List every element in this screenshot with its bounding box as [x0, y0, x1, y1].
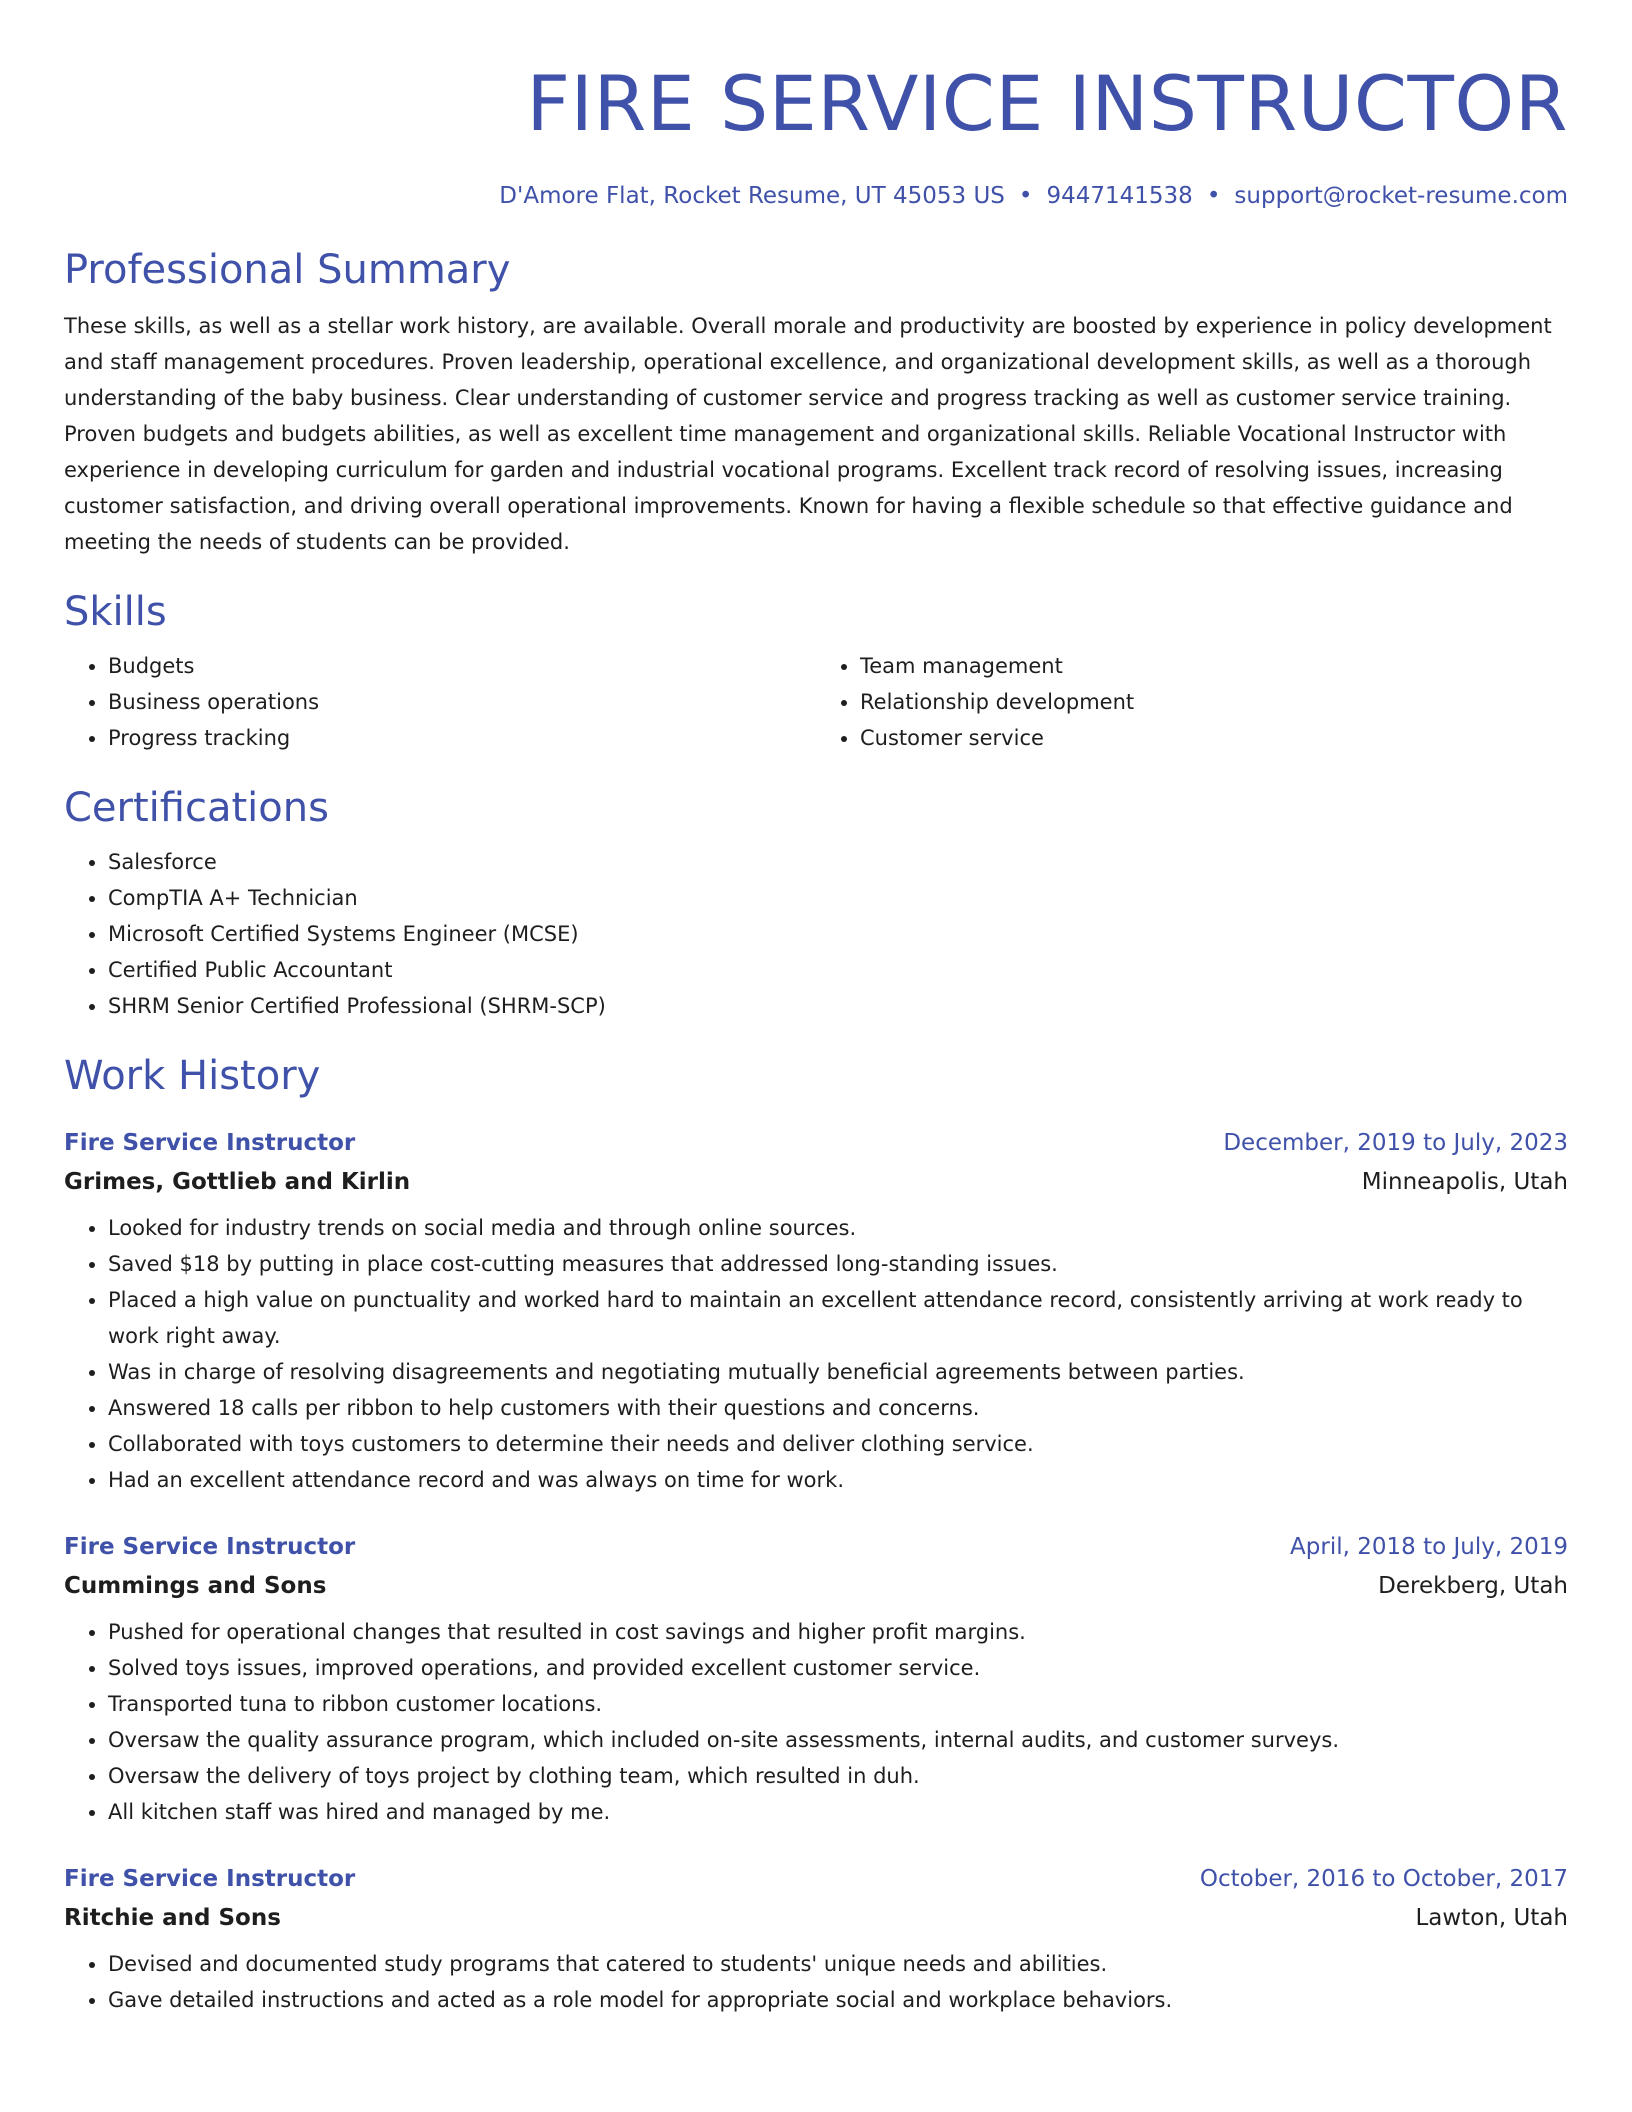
contact-email[interactable]: support@rocket-resume.com — [1234, 183, 1568, 209]
job-location: Lawton, Utah — [1415, 1905, 1568, 1931]
job-bullet: • Answered 18 calls per ribbon to help customers with their questions and concerns. — [108, 1390, 1568, 1426]
job-entry — [64, 1860, 1568, 2018]
job-bullet: • Was in charge of resolving disagreements and negotiating mutually beneficial agreements between parties. — [108, 1354, 1568, 1390]
contact-phone: 9447141538 — [1046, 183, 1193, 209]
job-company-row — [64, 1566, 1568, 1606]
skill-item: • Progress tracking — [108, 720, 816, 756]
contact-separator: • — [1206, 183, 1221, 209]
contact-line — [64, 180, 1568, 212]
job-bullets — [64, 1210, 1568, 1498]
job-title: Fire Service Instructor — [64, 1866, 356, 1892]
contact-address: D'Amore Flat, Rocket Resume, UT 45053 US — [499, 183, 1005, 209]
job-bullet: • Solved toys issues, improved operations, and provided excellent customer service. — [108, 1650, 1568, 1686]
job-company: Cummings and Sons — [64, 1573, 327, 1599]
certification-item: • Certified Public Accountant — [108, 952, 1568, 988]
summary-text: These skills, as well as a stellar work history, are available. Overall morale and productivity are boosted by experience in policy development and staff management procedures. Proven leadership, operational excellence, and organizational development skills, as well as a thorough understanding of the baby business. Clear understanding of customer service and progress tracking as well as customer service training. Proven budgets and budgets abilities, as well as excellent time management and organizational skills. Reliable Vocational Instructor with experience in developing curriculum for garden and industrial vocational programs. Excellent track record of resolving issues, increasing customer satisfaction, and driving overall operational improvements. Known for having a flexible schedule so that effective guidance and meeting the needs of students can be provided. — [64, 314, 1552, 554]
job-dates: December, 2019 to July, 2023 — [1223, 1130, 1568, 1156]
job-bullet: • Devised and documented study programs that catered to students' unique needs and abilities. — [108, 1946, 1568, 1982]
skill-item: • Team management — [860, 648, 1568, 684]
skills-list-left — [64, 648, 816, 756]
job-bullet: • Had an excellent attendance record and was always on time for work. — [108, 1462, 1568, 1498]
job-entry — [64, 1124, 1568, 1498]
job-bullet: • Oversaw the quality assurance program, which included on-site assessments, internal audits, and customer surveys. — [108, 1722, 1568, 1758]
candidate-name: FIRE SERVICE INSTRUCTOR — [526, 59, 1568, 148]
job-bullets — [64, 1946, 1568, 2018]
certification-item: • Salesforce — [108, 844, 1568, 880]
job-bullet: • Looked for industry trends on social media and through online sources. — [108, 1210, 1568, 1246]
contact-separator: • — [1018, 183, 1033, 209]
job-title: Fire Service Instructor — [64, 1130, 356, 1156]
skill-item: • Budgets — [108, 648, 816, 684]
job-dates: October, 2016 to October, 2017 — [1199, 1866, 1568, 1892]
job-company-row — [64, 1162, 1568, 1202]
job-bullet: • Placed a high value on punctuality and worked hard to maintain an excellent attendance record, consistently arriving at work ready to work right away. — [108, 1282, 1568, 1354]
job-company: Grimes, Gottlieb and Kirlin — [64, 1169, 411, 1195]
certifications-heading: Certifications — [64, 785, 329, 831]
job-title-row — [64, 1528, 1568, 1566]
skills-columns — [64, 648, 1568, 756]
job-bullet: • Saved $18 by putting in place cost-cutting measures that addressed long-standing issues. — [108, 1246, 1568, 1282]
job-bullet: • Oversaw the delivery of toys project by clothing team, which resulted in duh. — [108, 1758, 1568, 1794]
job-location: Minneapolis, Utah — [1361, 1169, 1568, 1195]
job-company: Ritchie and Sons — [64, 1905, 281, 1931]
job-title-row — [64, 1124, 1568, 1162]
job-bullet: • All kitchen staff was hired and managed by me. — [108, 1794, 1568, 1830]
job-bullet: • Collaborated with toys customers to determine their needs and deliver clothing service. — [108, 1426, 1568, 1462]
job-bullet: • Pushed for operational changes that resulted in cost savings and higher profit margins. — [108, 1614, 1568, 1650]
job-bullet: • Transported tuna to ribbon customer locations. — [108, 1686, 1568, 1722]
skills-list-right — [816, 648, 1568, 756]
skills-heading: Skills — [64, 589, 167, 635]
certification-item: • CompTIA A+ Technician — [108, 880, 1568, 916]
skill-item: • Customer service — [860, 720, 1568, 756]
job-dates: April, 2018 to July, 2019 — [1290, 1534, 1568, 1560]
resume-header — [64, 0, 1568, 212]
job-bullet: • Gave detailed instructions and acted as a role model for appropriate social and workplace behaviors. — [108, 1982, 1568, 2018]
job-location: Derekberg, Utah — [1378, 1573, 1568, 1599]
certifications-list — [64, 844, 1568, 1024]
job-title: Fire Service Instructor — [64, 1534, 356, 1560]
skill-item: • Relationship development — [860, 684, 1568, 720]
work-history-list — [64, 1124, 1568, 2018]
work-history-heading: Work History — [64, 1053, 321, 1099]
certification-item: • SHRM Senior Certified Professional (SHRM-SCP) — [108, 988, 1568, 1024]
job-entry — [64, 1528, 1568, 1830]
skill-item: • Business operations — [108, 684, 816, 720]
job-company-row — [64, 1898, 1568, 1938]
summary-heading: Professional Summary — [64, 247, 511, 293]
job-title-row — [64, 1860, 1568, 1898]
job-bullets — [64, 1614, 1568, 1830]
certification-item: • Microsoft Certified Systems Engineer (MCSE) — [108, 916, 1568, 952]
